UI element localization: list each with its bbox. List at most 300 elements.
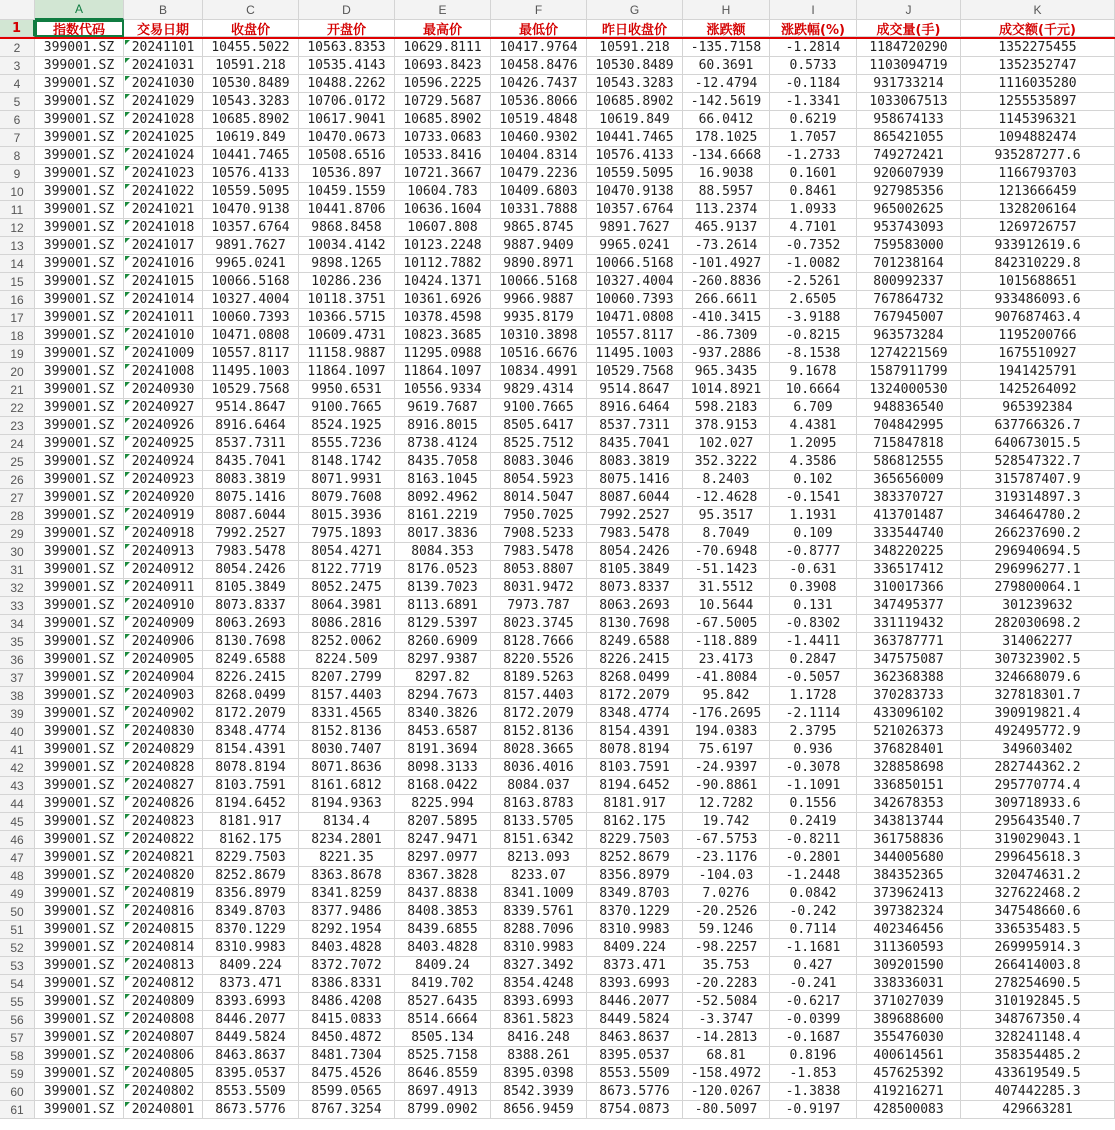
data-cell[interactable] (770, 579, 857, 597)
data-cell[interactable] (35, 183, 124, 201)
data-cell[interactable] (124, 75, 203, 93)
data-cell[interactable] (491, 795, 587, 813)
data-cell[interactable] (770, 669, 857, 687)
header-cell[interactable]: 指数代码 (35, 20, 124, 37)
data-cell[interactable] (395, 633, 491, 651)
data-cell[interactable] (395, 165, 491, 183)
data-cell[interactable] (203, 291, 299, 309)
data-cell[interactable] (857, 597, 961, 615)
row-number[interactable] (0, 507, 35, 525)
data-cell[interactable] (35, 741, 124, 759)
row-number[interactable] (0, 885, 35, 903)
data-cell[interactable] (491, 201, 587, 219)
data-cell[interactable] (299, 291, 395, 309)
data-cell[interactable] (857, 489, 961, 507)
data-cell[interactable] (770, 813, 857, 831)
data-cell[interactable] (857, 633, 961, 651)
data-cell[interactable] (35, 705, 124, 723)
data-cell[interactable] (683, 273, 770, 291)
data-cell[interactable] (857, 417, 961, 435)
data-cell[interactable] (203, 867, 299, 885)
data-cell[interactable] (961, 57, 1115, 75)
data-cell[interactable] (299, 633, 395, 651)
data-cell[interactable] (203, 741, 299, 759)
header-cell[interactable]: 成交量(手) (857, 20, 961, 37)
row-number[interactable] (0, 111, 35, 129)
data-cell[interactable] (961, 525, 1115, 543)
data-cell[interactable] (857, 147, 961, 165)
data-cell[interactable] (203, 1083, 299, 1101)
data-cell[interactable] (35, 903, 124, 921)
data-cell[interactable] (587, 525, 683, 543)
row-number[interactable] (0, 849, 35, 867)
data-cell[interactable] (857, 579, 961, 597)
data-cell[interactable] (683, 453, 770, 471)
data-cell[interactable] (961, 687, 1115, 705)
data-cell[interactable] (857, 201, 961, 219)
data-cell[interactable] (124, 273, 203, 291)
data-cell[interactable] (35, 993, 124, 1011)
data-cell[interactable] (124, 831, 203, 849)
data-cell[interactable] (491, 309, 587, 327)
data-cell[interactable] (124, 759, 203, 777)
data-cell[interactable] (203, 885, 299, 903)
data-cell[interactable] (35, 489, 124, 507)
data-cell[interactable] (124, 615, 203, 633)
row-number[interactable] (0, 399, 35, 417)
data-cell[interactable] (857, 381, 961, 399)
data-cell[interactable] (961, 1047, 1115, 1065)
data-cell[interactable] (961, 921, 1115, 939)
data-cell[interactable] (491, 399, 587, 417)
data-cell[interactable] (203, 795, 299, 813)
data-cell[interactable] (961, 975, 1115, 993)
row-number[interactable] (0, 219, 35, 237)
data-cell[interactable] (299, 885, 395, 903)
data-cell[interactable] (299, 381, 395, 399)
data-cell[interactable] (299, 1047, 395, 1065)
data-cell[interactable] (587, 993, 683, 1011)
data-cell[interactable] (203, 777, 299, 795)
data-cell[interactable] (124, 975, 203, 993)
data-cell[interactable] (203, 723, 299, 741)
data-cell[interactable] (124, 435, 203, 453)
data-cell[interactable] (491, 507, 587, 525)
data-cell[interactable] (299, 237, 395, 255)
data-cell[interactable] (587, 921, 683, 939)
data-cell[interactable] (395, 57, 491, 75)
data-cell[interactable] (491, 777, 587, 795)
data-cell[interactable] (857, 741, 961, 759)
data-cell[interactable] (299, 849, 395, 867)
data-cell[interactable] (395, 651, 491, 669)
data-cell[interactable] (683, 633, 770, 651)
data-cell[interactable] (35, 255, 124, 273)
data-cell[interactable] (491, 273, 587, 291)
header-cell[interactable]: 开盘价 (299, 20, 395, 37)
data-cell[interactable] (770, 885, 857, 903)
data-cell[interactable] (587, 1029, 683, 1047)
data-cell[interactable] (587, 165, 683, 183)
data-cell[interactable] (299, 795, 395, 813)
data-cell[interactable] (587, 831, 683, 849)
data-cell[interactable] (770, 831, 857, 849)
data-cell[interactable] (395, 993, 491, 1011)
data-cell[interactable] (857, 1101, 961, 1119)
data-cell[interactable] (299, 975, 395, 993)
data-cell[interactable] (683, 1065, 770, 1083)
column-header-g[interactable]: G (587, 0, 683, 20)
data-cell[interactable] (961, 255, 1115, 273)
data-cell[interactable] (683, 561, 770, 579)
data-cell[interactable] (683, 345, 770, 363)
data-cell[interactable] (35, 345, 124, 363)
data-cell[interactable] (124, 813, 203, 831)
data-cell[interactable] (299, 1065, 395, 1083)
row-number[interactable] (0, 345, 35, 363)
data-cell[interactable] (857, 1047, 961, 1065)
data-cell[interactable] (587, 75, 683, 93)
row-number[interactable] (0, 1065, 35, 1083)
data-cell[interactable] (683, 255, 770, 273)
data-cell[interactable] (491, 813, 587, 831)
data-cell[interactable] (961, 129, 1115, 147)
data-cell[interactable] (857, 219, 961, 237)
data-cell[interactable] (587, 813, 683, 831)
data-cell[interactable] (857, 435, 961, 453)
data-cell[interactable] (587, 399, 683, 417)
data-cell[interactable] (770, 633, 857, 651)
data-cell[interactable] (961, 453, 1115, 471)
row-number[interactable] (0, 273, 35, 291)
data-cell[interactable] (124, 849, 203, 867)
data-cell[interactable] (124, 237, 203, 255)
data-cell[interactable] (395, 795, 491, 813)
column-header-a[interactable]: A (35, 0, 124, 20)
data-cell[interactable] (587, 327, 683, 345)
data-cell[interactable] (770, 1101, 857, 1119)
data-cell[interactable] (203, 75, 299, 93)
data-cell[interactable] (587, 237, 683, 255)
data-cell[interactable] (124, 219, 203, 237)
row-number[interactable] (0, 453, 35, 471)
data-cell[interactable] (491, 471, 587, 489)
data-cell[interactable] (857, 867, 961, 885)
data-cell[interactable] (203, 345, 299, 363)
data-cell[interactable] (961, 471, 1115, 489)
row-number[interactable] (0, 75, 35, 93)
data-cell[interactable] (35, 687, 124, 705)
data-cell[interactable] (395, 255, 491, 273)
data-cell[interactable] (35, 129, 124, 147)
data-cell[interactable] (857, 795, 961, 813)
data-cell[interactable] (587, 345, 683, 363)
row-number[interactable] (0, 129, 35, 147)
data-cell[interactable] (683, 579, 770, 597)
data-cell[interactable] (857, 813, 961, 831)
data-cell[interactable] (35, 1083, 124, 1101)
data-cell[interactable] (395, 615, 491, 633)
row-number[interactable]: 1 (0, 20, 35, 37)
data-cell[interactable] (857, 759, 961, 777)
data-cell[interactable] (961, 309, 1115, 327)
data-cell[interactable] (587, 57, 683, 75)
data-cell[interactable] (491, 579, 587, 597)
data-cell[interactable] (203, 309, 299, 327)
data-cell[interactable] (491, 183, 587, 201)
data-cell[interactable] (299, 399, 395, 417)
row-number[interactable] (0, 1011, 35, 1029)
data-cell[interactable] (587, 903, 683, 921)
data-cell[interactable] (203, 363, 299, 381)
data-cell[interactable] (124, 489, 203, 507)
row-number[interactable] (0, 543, 35, 561)
data-cell[interactable] (587, 579, 683, 597)
data-cell[interactable] (35, 921, 124, 939)
data-cell[interactable] (961, 615, 1115, 633)
data-cell[interactable] (124, 93, 203, 111)
data-cell[interactable] (961, 219, 1115, 237)
data-cell[interactable] (35, 219, 124, 237)
data-cell[interactable] (203, 921, 299, 939)
data-cell[interactable] (770, 867, 857, 885)
data-cell[interactable] (683, 903, 770, 921)
data-cell[interactable] (857, 255, 961, 273)
row-number[interactable] (0, 579, 35, 597)
data-cell[interactable] (35, 777, 124, 795)
data-cell[interactable] (299, 669, 395, 687)
data-cell[interactable] (683, 417, 770, 435)
data-cell[interactable] (203, 975, 299, 993)
data-cell[interactable] (491, 129, 587, 147)
data-cell[interactable] (124, 705, 203, 723)
row-number[interactable] (0, 921, 35, 939)
data-cell[interactable] (857, 165, 961, 183)
data-cell[interactable] (857, 327, 961, 345)
data-cell[interactable] (395, 885, 491, 903)
data-cell[interactable] (683, 75, 770, 93)
data-cell[interactable] (203, 903, 299, 921)
data-cell[interactable] (299, 489, 395, 507)
data-cell[interactable] (491, 759, 587, 777)
data-cell[interactable] (587, 597, 683, 615)
data-cell[interactable] (961, 831, 1115, 849)
data-cell[interactable] (491, 291, 587, 309)
data-cell[interactable] (961, 183, 1115, 201)
data-cell[interactable] (299, 363, 395, 381)
data-cell[interactable] (491, 741, 587, 759)
data-cell[interactable] (491, 903, 587, 921)
data-cell[interactable] (299, 1083, 395, 1101)
data-cell[interactable] (491, 417, 587, 435)
data-cell[interactable] (491, 993, 587, 1011)
data-cell[interactable] (124, 723, 203, 741)
data-cell[interactable] (683, 597, 770, 615)
data-cell[interactable] (491, 885, 587, 903)
data-cell[interactable] (124, 525, 203, 543)
data-cell[interactable] (395, 1065, 491, 1083)
data-cell[interactable] (683, 309, 770, 327)
data-cell[interactable] (770, 165, 857, 183)
data-cell[interactable] (124, 1011, 203, 1029)
data-cell[interactable] (299, 579, 395, 597)
data-cell[interactable] (770, 291, 857, 309)
row-number[interactable] (0, 777, 35, 795)
data-cell[interactable] (395, 219, 491, 237)
data-cell[interactable] (203, 111, 299, 129)
data-cell[interactable] (961, 237, 1115, 255)
data-cell[interactable] (770, 723, 857, 741)
column-header-h[interactable]: H (683, 0, 770, 20)
data-cell[interactable] (857, 705, 961, 723)
data-cell[interactable] (491, 1065, 587, 1083)
data-cell[interactable] (124, 39, 203, 57)
data-cell[interactable] (395, 561, 491, 579)
data-cell[interactable] (203, 669, 299, 687)
data-cell[interactable] (35, 111, 124, 129)
data-cell[interactable] (770, 975, 857, 993)
data-cell[interactable] (683, 237, 770, 255)
data-cell[interactable] (683, 1047, 770, 1065)
data-cell[interactable] (857, 309, 961, 327)
header-cell[interactable]: 成交额(千元) (961, 20, 1115, 37)
data-cell[interactable] (395, 183, 491, 201)
data-cell[interactable] (491, 363, 587, 381)
data-cell[interactable] (961, 543, 1115, 561)
data-cell[interactable] (299, 75, 395, 93)
data-cell[interactable] (203, 1029, 299, 1047)
data-cell[interactable] (203, 939, 299, 957)
data-cell[interactable] (491, 597, 587, 615)
data-cell[interactable] (35, 453, 124, 471)
data-cell[interactable] (491, 543, 587, 561)
data-cell[interactable] (770, 147, 857, 165)
data-cell[interactable] (587, 867, 683, 885)
data-cell[interactable] (203, 381, 299, 399)
data-cell[interactable] (395, 705, 491, 723)
data-cell[interactable] (395, 507, 491, 525)
data-cell[interactable] (124, 597, 203, 615)
data-cell[interactable] (35, 723, 124, 741)
data-cell[interactable] (124, 291, 203, 309)
data-cell[interactable] (683, 57, 770, 75)
data-cell[interactable] (203, 453, 299, 471)
data-cell[interactable] (857, 1029, 961, 1047)
data-cell[interactable] (770, 111, 857, 129)
data-cell[interactable] (857, 345, 961, 363)
data-cell[interactable] (683, 1011, 770, 1029)
data-cell[interactable] (683, 957, 770, 975)
data-cell[interactable] (35, 633, 124, 651)
data-cell[interactable] (491, 705, 587, 723)
data-cell[interactable] (961, 111, 1115, 129)
data-cell[interactable] (857, 111, 961, 129)
data-cell[interactable] (35, 561, 124, 579)
data-cell[interactable] (35, 795, 124, 813)
data-cell[interactable] (770, 705, 857, 723)
data-cell[interactable] (683, 669, 770, 687)
column-header-k[interactable]: K (961, 0, 1115, 20)
data-cell[interactable] (491, 939, 587, 957)
data-cell[interactable] (299, 651, 395, 669)
header-cell[interactable]: 交易日期 (124, 20, 203, 37)
data-cell[interactable] (124, 147, 203, 165)
data-cell[interactable] (587, 1101, 683, 1119)
data-cell[interactable] (299, 561, 395, 579)
data-cell[interactable] (299, 687, 395, 705)
row-number[interactable] (0, 993, 35, 1011)
data-cell[interactable] (961, 435, 1115, 453)
data-cell[interactable] (203, 1101, 299, 1119)
data-cell[interactable] (395, 201, 491, 219)
data-cell[interactable] (587, 1011, 683, 1029)
data-cell[interactable] (124, 165, 203, 183)
data-cell[interactable] (587, 975, 683, 993)
data-cell[interactable] (124, 399, 203, 417)
data-cell[interactable] (587, 453, 683, 471)
data-cell[interactable] (124, 579, 203, 597)
data-cell[interactable] (395, 903, 491, 921)
data-cell[interactable] (961, 633, 1115, 651)
row-number[interactable] (0, 669, 35, 687)
data-cell[interactable] (683, 435, 770, 453)
data-cell[interactable] (857, 939, 961, 957)
data-cell[interactable] (770, 1047, 857, 1065)
data-cell[interactable] (770, 219, 857, 237)
data-cell[interactable] (961, 741, 1115, 759)
data-cell[interactable] (203, 561, 299, 579)
data-cell[interactable] (395, 813, 491, 831)
data-cell[interactable] (961, 291, 1115, 309)
data-cell[interactable] (124, 507, 203, 525)
column-header-d[interactable]: D (299, 0, 395, 20)
data-cell[interactable] (961, 867, 1115, 885)
data-cell[interactable] (35, 417, 124, 435)
data-cell[interactable] (35, 525, 124, 543)
data-cell[interactable] (35, 831, 124, 849)
data-cell[interactable] (299, 435, 395, 453)
data-cell[interactable] (961, 579, 1115, 597)
data-cell[interactable] (857, 831, 961, 849)
data-cell[interactable] (770, 39, 857, 57)
data-cell[interactable] (395, 777, 491, 795)
data-cell[interactable] (203, 759, 299, 777)
data-cell[interactable] (857, 687, 961, 705)
data-cell[interactable] (491, 147, 587, 165)
data-cell[interactable] (491, 615, 587, 633)
data-cell[interactable] (961, 723, 1115, 741)
data-cell[interactable] (961, 993, 1115, 1011)
data-cell[interactable] (491, 381, 587, 399)
data-cell[interactable] (961, 669, 1115, 687)
data-cell[interactable] (124, 957, 203, 975)
data-cell[interactable] (961, 75, 1115, 93)
data-cell[interactable] (857, 849, 961, 867)
data-cell[interactable] (395, 957, 491, 975)
data-cell[interactable] (683, 165, 770, 183)
data-cell[interactable] (683, 939, 770, 957)
data-cell[interactable] (35, 165, 124, 183)
data-cell[interactable] (124, 885, 203, 903)
data-cell[interactable] (857, 183, 961, 201)
data-cell[interactable] (683, 201, 770, 219)
data-cell[interactable] (491, 327, 587, 345)
data-cell[interactable] (770, 561, 857, 579)
select-all-corner[interactable] (0, 0, 35, 20)
data-cell[interactable] (961, 1029, 1115, 1047)
data-cell[interactable] (770, 489, 857, 507)
data-cell[interactable] (683, 993, 770, 1011)
